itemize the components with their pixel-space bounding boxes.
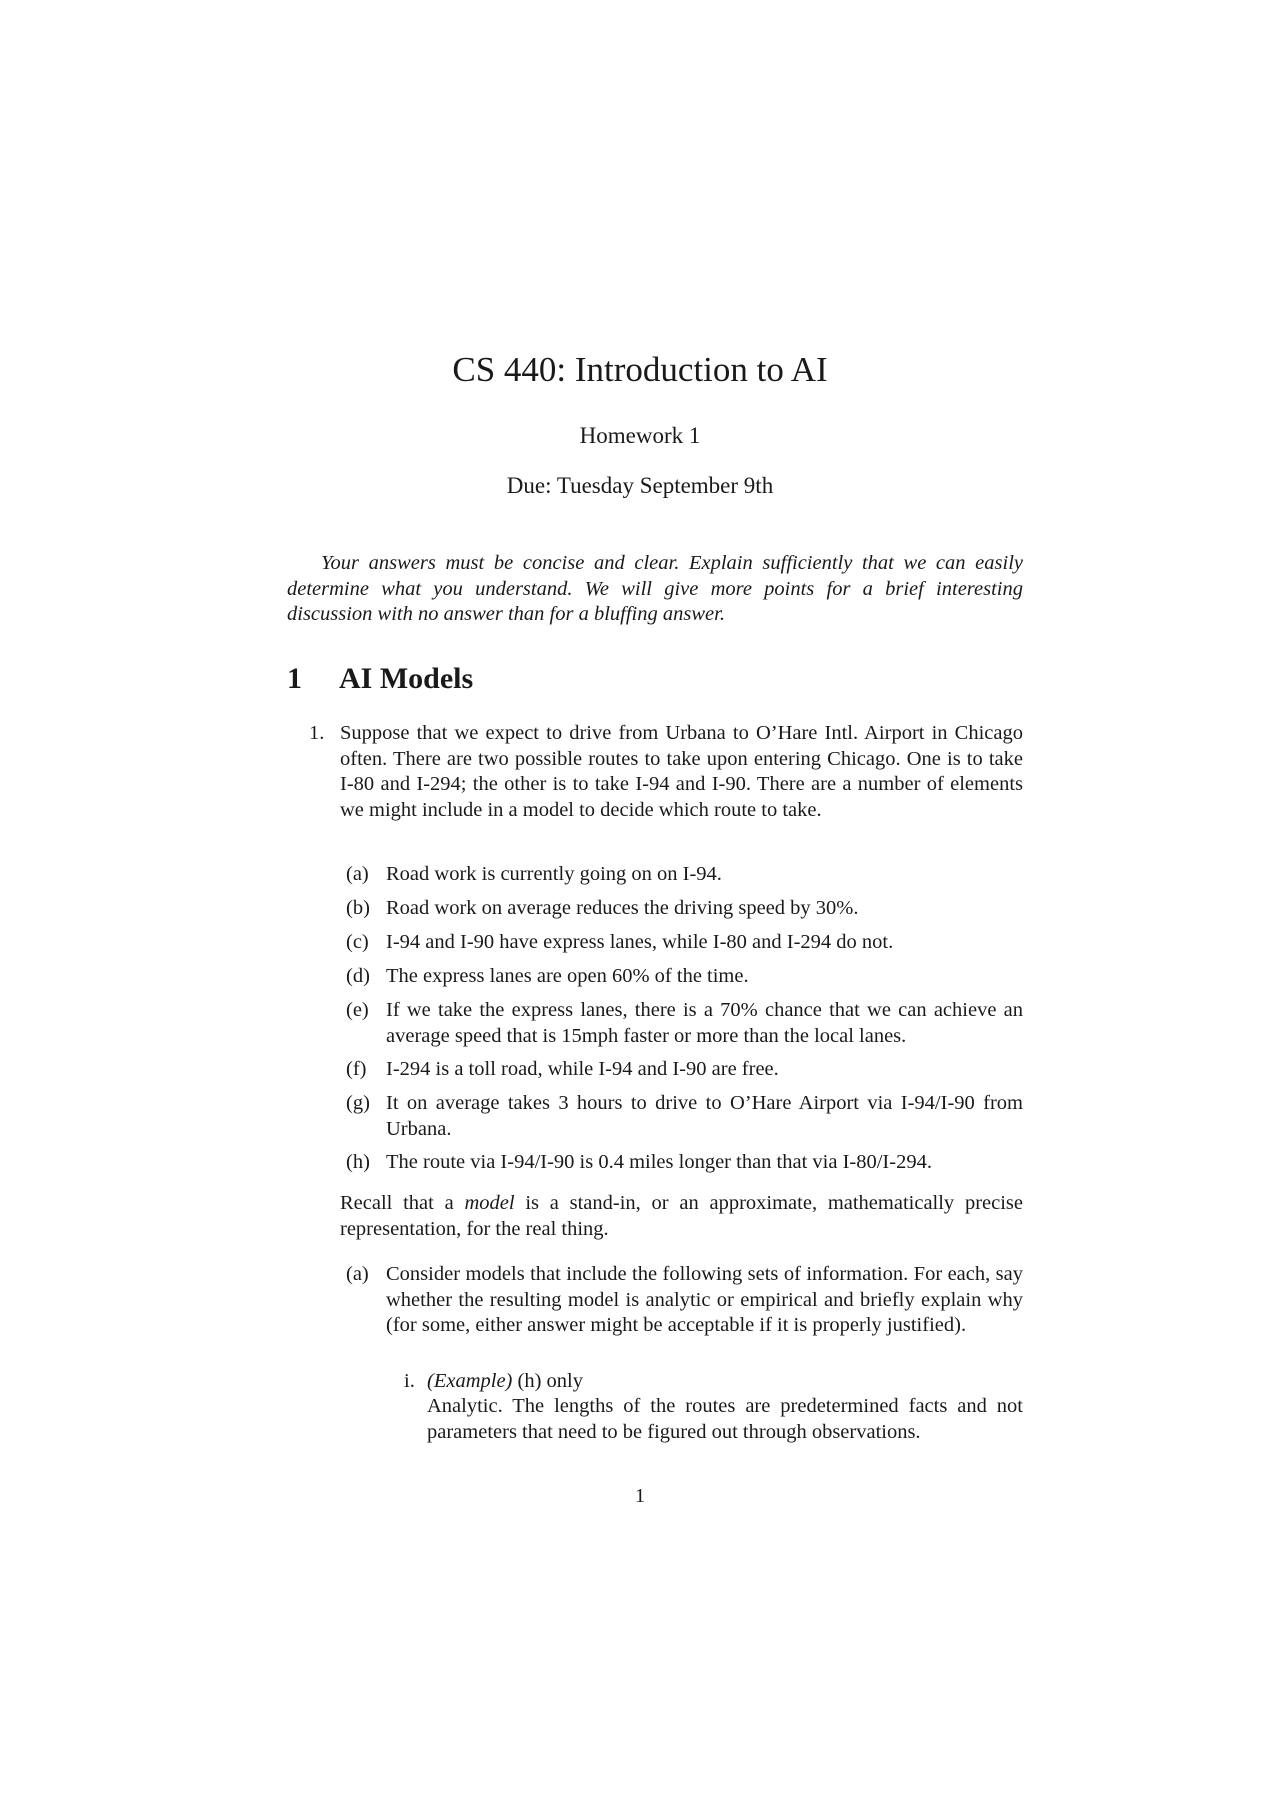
list-item-text: The route via I-94/I-90 is 0.4 miles longer than that via I-80/I-294. <box>386 1151 932 1173</box>
list-item-text: Road work is currently going on on I-94. <box>386 863 722 885</box>
page-number: 1 <box>634 1485 646 1507</box>
list-item-label: (h) <box>346 1151 370 1173</box>
recall-emphasis: model <box>464 1192 515 1214</box>
list-item-label: (e) <box>346 999 369 1021</box>
list-item-label: (d) <box>346 965 370 987</box>
document-title: CS 440: Introduction to AI <box>452 350 828 389</box>
list-item-label: (a) <box>346 863 369 885</box>
instructions-abstract: Your answers must be concise and clear. Explain sufficiently that we can easily determine what you understand. We will give more points for a brief interesting discussion with no answer than for a bluffing answer. <box>287 552 1023 625</box>
list-item-label: (b) <box>346 897 370 919</box>
list-item-text: Road work on average reduces the driving speed by 30%. <box>386 897 859 919</box>
due-date: Due: Tuesday September 9th <box>506 473 774 498</box>
question-text: Suppose that we expect to drive from Urbana to O’Hare Intl. Airport in Chicago often. There are two possible routes to take upon entering Chicago. One is to take I-80 and I-294; the other is to take I-94 and I-90. There are a number of elements we might include in a model to decide which route to take. <box>340 722 1023 821</box>
subquestion-text: Consider models that include the following sets of information. For each, say whether the resulting model is analytic or empirical and briefly explain why (for some, either answer might be acceptable if it is properly justified). <box>386 1263 1023 1336</box>
example-answer: Analytic. The lengths of the routes are predetermined facts and not parameters that need to be figured out through observations. <box>427 1395 1023 1443</box>
list-item-label: (f) <box>346 1058 367 1080</box>
list-item-text: The express lanes are open 60% of the time. <box>386 965 749 987</box>
roman-item-text <box>427 1369 1023 1395</box>
document-subtitle: Homework 1 <box>579 423 701 448</box>
list-item-label: (c) <box>346 931 369 953</box>
roman-item-rest: (h) only <box>512 1370 583 1392</box>
section-title: AI Models <box>339 662 474 695</box>
list-item-label: (g) <box>346 1092 370 1114</box>
recall-text-start: Recall that a <box>340 1192 465 1214</box>
question-number: 1. <box>309 722 325 744</box>
list-item-text: I-294 is a toll road, while I-94 and I-90 are free. <box>386 1058 779 1080</box>
subquestion-label: (a) <box>346 1263 369 1285</box>
section-heading <box>287 660 473 698</box>
recall-text-end: is a stand-in, or an approximate, mathematically precise representation, for the real thing. <box>340 1192 1023 1240</box>
roman-item-emphasis: (Example) <box>427 1370 513 1392</box>
model-definition-paragraph <box>340 1191 1023 1242</box>
list-item-text: If we take the express lanes, there is a 70% chance that we can achieve an average speed that is 15mph faster or more than the local lanes. <box>386 999 1023 1047</box>
roman-item-label: i. <box>404 1370 415 1392</box>
list-item-text: I-94 and I-90 have express lanes, while I-80 and I-294 do not. <box>386 931 894 953</box>
section-number: 1 <box>287 662 302 695</box>
list-item-text: It on average takes 3 hours to drive to O’Hare Airport via I-94/I-90 from Urbana. <box>386 1092 1023 1140</box>
